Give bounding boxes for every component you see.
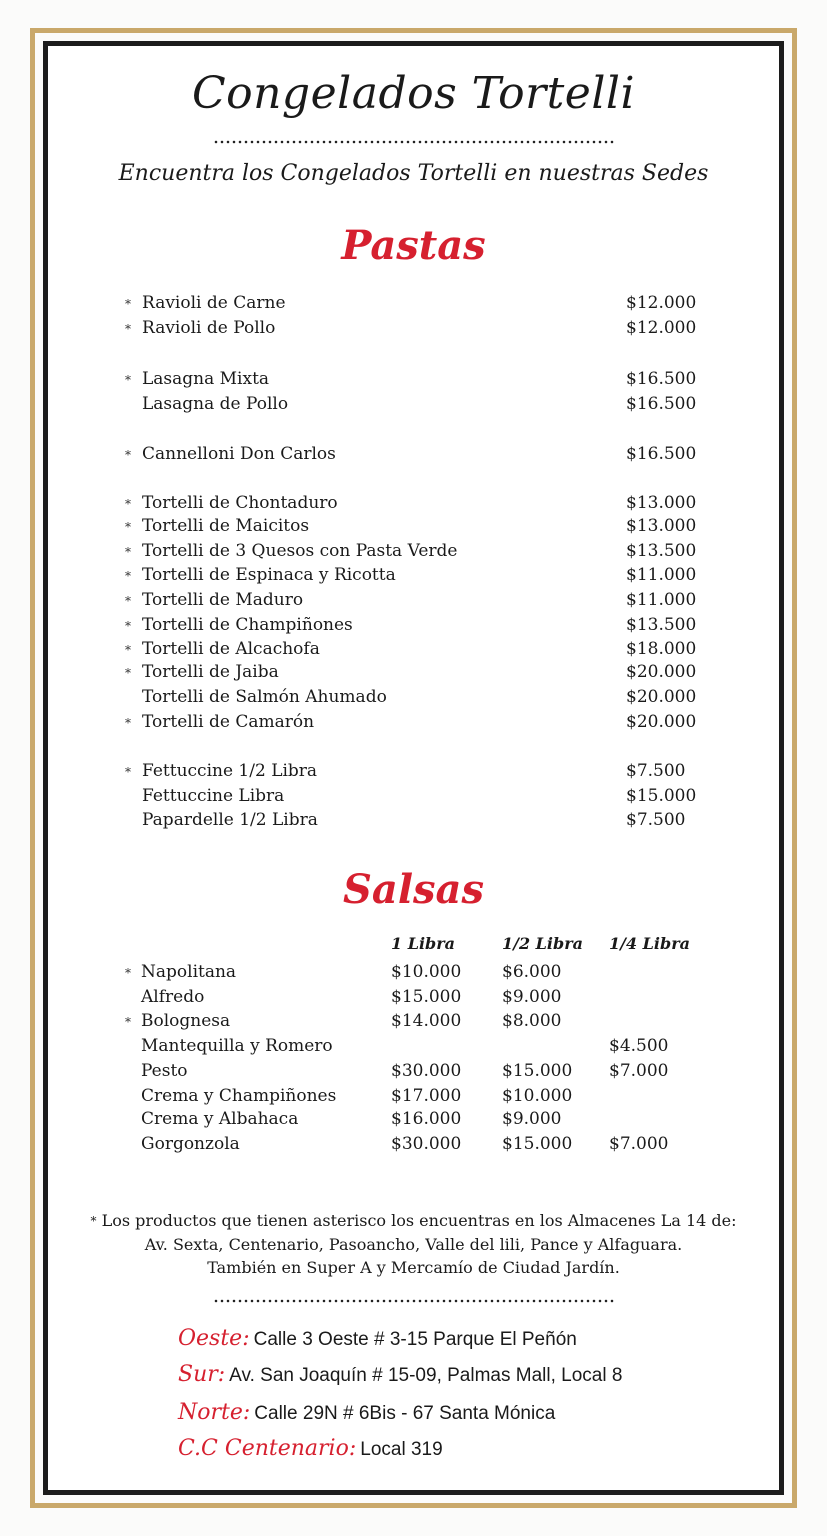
page-subtitle: Encuentra los Congelados Tortelli en nuestras Sedes <box>118 161 709 186</box>
price-half-libra: $8.000 <box>502 1011 562 1031</box>
footnote-line-2: Av. Sexta, Centenario, Pasoancho, Valle del lili, Pance y Alfaguara. <box>144 1235 683 1254</box>
item-name: Tortelli de Chontaduro <box>142 493 338 513</box>
item-name: Tortelli de Alcachofa <box>142 639 320 659</box>
asterisk-marker: * <box>125 643 131 657</box>
location-sur <box>178 1362 622 1394</box>
asterisk-marker: * <box>125 448 131 462</box>
price-quarter-libra: $7.000 <box>609 1134 669 1154</box>
price-1-libra: $17.000 <box>391 1086 462 1106</box>
item-name: Tortelli de Jaiba <box>142 662 279 682</box>
column-header-1-libra: 1 Libra <box>391 934 456 953</box>
item-name: Ravioli de Pollo <box>142 318 276 338</box>
item-price: $11.000 <box>626 590 697 610</box>
asterisk-marker: * <box>90 1214 97 1228</box>
dotted-divider-bottom <box>213 1299 615 1303</box>
item-name: Tortelli de Champiñones <box>142 615 353 635</box>
price-half-libra: $15.000 <box>502 1061 573 1081</box>
location-address: Calle 3 Oeste # 3-15 Parque El Peñón <box>253 1329 577 1350</box>
asterisk-marker: * <box>125 520 131 534</box>
price-half-libra: $15.000 <box>502 1134 573 1154</box>
asterisk-marker: * <box>125 322 131 336</box>
price-half-libra: $9.000 <box>502 1109 562 1129</box>
price-1-libra: $10.000 <box>391 962 462 982</box>
item-price: $13.500 <box>626 615 697 635</box>
asterisk-marker: * <box>125 497 131 511</box>
item-name: Tortelli de 3 Quesos con Pasta Verde <box>142 541 458 561</box>
location-label: Norte: <box>178 1400 251 1425</box>
item-price: $16.500 <box>626 444 697 464</box>
item-name: Cannelloni Don Carlos <box>142 444 336 464</box>
price-quarter-libra: $4.500 <box>609 1036 669 1056</box>
item-name: Fettuccine 1/2 Libra <box>142 761 318 781</box>
item-name: Tortelli de Maicitos <box>142 516 310 536</box>
item-name: Papardelle 1/2 Libra <box>142 810 318 830</box>
item-name: Fettuccine Libra <box>142 786 285 806</box>
asterisk-marker: * <box>125 373 131 387</box>
location-label: C.C Centenario: <box>178 1436 357 1461</box>
column-header-quarter-libra: 1/4 Libra <box>609 934 690 953</box>
item-name: Gorgonzola <box>141 1134 240 1154</box>
footnote-line-3: También en Super A y Mercamío de Ciudad Jardín. <box>207 1258 620 1277</box>
footnote-line-1: * Los productos que tienen asterisco los encuentras en los Almacenes La 14 de: <box>90 1211 737 1230</box>
item-price: $20.000 <box>626 662 697 682</box>
item-name: Crema y Champiñones <box>141 1086 337 1106</box>
item-name: Bolognesa <box>141 1011 231 1031</box>
salsas-heading: Salsas <box>343 866 484 913</box>
asterisk-marker: * <box>125 666 131 680</box>
item-price: $20.000 <box>626 687 697 707</box>
price-1-libra: $14.000 <box>391 1011 462 1031</box>
item-name: Tortelli de Salmón Ahumado <box>142 687 387 707</box>
item-price: $12.000 <box>626 318 697 338</box>
item-price: $16.500 <box>626 394 697 414</box>
item-price: $20.000 <box>626 712 697 732</box>
asterisk-marker: * <box>125 765 131 779</box>
asterisk-marker: * <box>125 594 131 608</box>
item-price: $13.000 <box>626 493 697 513</box>
item-name: Tortelli de Espinaca y Ricotta <box>142 565 396 585</box>
item-name: Lasagna Mixta <box>142 369 270 389</box>
page-title: Congelados Tortelli <box>191 68 636 119</box>
column-header-half-libra: 1/2 Libra <box>502 934 583 953</box>
asterisk-marker: * <box>125 545 131 559</box>
location-label: Sur: <box>178 1362 226 1387</box>
item-name: Tortelli de Camarón <box>142 712 315 732</box>
asterisk-marker: * <box>125 1015 131 1029</box>
price-1-libra: $30.000 <box>391 1061 462 1081</box>
item-price: $7.500 <box>626 761 686 781</box>
item-name: Lasagna de Pollo <box>142 394 289 414</box>
item-price: $13.500 <box>626 541 697 561</box>
location-address: Av. San Joaquín # 15-09, Palmas Mall, Local 8 <box>229 1365 623 1386</box>
item-name: Crema y Albahaca <box>141 1109 299 1129</box>
footnote <box>0 1209 827 1279</box>
item-name: Mantequilla y Romero <box>141 1036 333 1056</box>
item-name: Tortelli de Maduro <box>142 590 304 610</box>
item-name: Pesto <box>141 1061 188 1081</box>
location-norte <box>178 1400 555 1432</box>
item-price: $11.000 <box>626 565 697 585</box>
asterisk-marker: * <box>125 716 131 730</box>
item-price: $18.000 <box>626 639 697 659</box>
price-half-libra: $9.000 <box>502 987 562 1007</box>
price-1-libra: $30.000 <box>391 1134 462 1154</box>
asterisk-marker: * <box>125 297 131 311</box>
item-price: $7.500 <box>626 810 686 830</box>
location-label: Oeste: <box>178 1326 250 1351</box>
price-1-libra: $16.000 <box>391 1109 462 1129</box>
location-cc-centenario <box>178 1436 443 1468</box>
location-address: Local 319 <box>360 1439 443 1460</box>
price-quarter-libra: $7.000 <box>609 1061 669 1081</box>
price-1-libra: $15.000 <box>391 987 462 1007</box>
location-oeste <box>178 1326 577 1358</box>
item-price: $15.000 <box>626 786 697 806</box>
asterisk-marker: * <box>125 619 131 633</box>
price-half-libra: $10.000 <box>502 1086 573 1106</box>
item-name: Alfredo <box>141 987 205 1007</box>
pastas-heading: Pastas <box>341 222 486 269</box>
price-half-libra: $6.000 <box>502 962 562 982</box>
item-price: $13.000 <box>626 516 697 536</box>
item-name: Napolitana <box>141 962 237 982</box>
asterisk-marker: * <box>125 569 131 583</box>
asterisk-marker: * <box>125 966 131 980</box>
item-price: $16.500 <box>626 369 697 389</box>
location-address: Calle 29N # 6Bis - 67 Santa Mónica <box>254 1403 556 1424</box>
item-price: $12.000 <box>626 293 697 313</box>
item-name: Ravioli de Carne <box>142 293 286 313</box>
dotted-divider-top <box>213 140 615 144</box>
